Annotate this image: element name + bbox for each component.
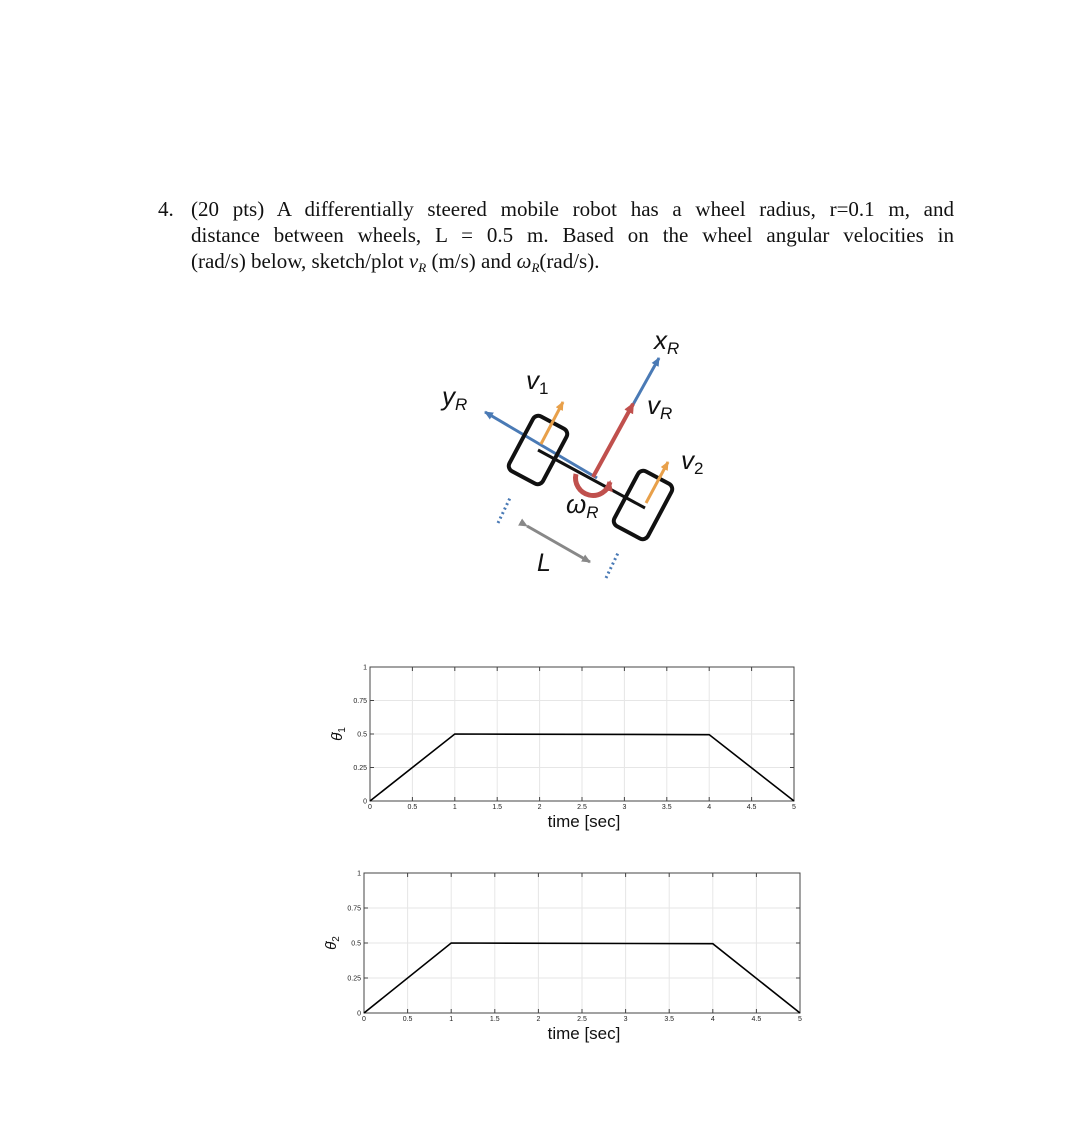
y-tick-label: 0.25	[353, 765, 367, 772]
wR-diagram-symbol: ω	[566, 489, 587, 519]
y-tick-label: 0.75	[353, 698, 367, 705]
x-tick-label: 4	[707, 804, 712, 811]
x-tick-label: 2	[536, 1016, 541, 1023]
x-tick-label: 5	[798, 1016, 802, 1023]
x-tick-label: 2	[537, 804, 542, 811]
vR-label	[647, 390, 672, 423]
x-tick-label: 4	[710, 1016, 715, 1023]
y-tick-label: 0.75	[347, 905, 361, 913]
vR-arrow	[593, 404, 633, 477]
y-axis-symbol: θ̇	[329, 732, 346, 741]
problem-line-2: distance between wheels, L = 0.5 m. Based on the wheel angular velocities in	[191, 223, 954, 247]
problem-line-3	[191, 248, 954, 281]
vR-diagram-subscript: R	[660, 404, 673, 423]
left-wheel-guide	[498, 498, 510, 523]
xR-subscript: R	[667, 339, 680, 358]
x-tick-label: 2.5	[577, 804, 587, 811]
problem-text-a: (rad/s) below, sketch/plot	[191, 249, 409, 273]
x-tick-label: 3.5	[664, 1016, 675, 1023]
x-axis-label: time [sec]	[547, 1024, 621, 1043]
x-tick-label: 0.5	[402, 1016, 413, 1023]
v1-arrow	[541, 402, 563, 444]
problem-text-b: (m/s) and	[426, 249, 517, 273]
v2-label	[681, 445, 703, 478]
y-axis-symbol: θ̇	[323, 941, 340, 950]
problem-line-1: (20 pts) A differentially steered mobile robot has a wheel radius, r=0.1 m, and	[191, 197, 954, 221]
v1-symbol: v	[526, 365, 539, 395]
x-tick-label: 1.5	[492, 804, 503, 811]
x-tick-label: 4.5	[746, 804, 757, 811]
y-axis-label	[329, 727, 348, 741]
x-tick-label: 0.5	[407, 804, 418, 811]
x-tick-label: 5	[792, 804, 796, 811]
x-tick-label: 4.5	[751, 1016, 762, 1023]
y-tick-label: 0.5	[357, 731, 367, 739]
theta2-dot-chart	[320, 866, 810, 1046]
v2-symbol: v	[681, 445, 694, 475]
wR-symbol: ω	[516, 249, 532, 273]
y-axis-subscript: 1	[337, 727, 348, 733]
L-label: L	[537, 549, 551, 577]
y-axis-label	[323, 936, 342, 950]
problem-text-c: (rad/s).	[539, 249, 600, 273]
y-tick-label: 0	[363, 798, 367, 806]
xR-symbol: x	[654, 325, 667, 355]
y-axis-subscript: 2	[331, 936, 342, 942]
wR-diagram-subscript: R	[586, 503, 599, 522]
problem-number: 4.	[158, 197, 174, 221]
vR-symbol: v	[408, 249, 419, 273]
yR-subscript: R	[455, 395, 468, 414]
x-tick-label: 1	[449, 1016, 454, 1023]
v1-subscript: 1	[539, 379, 549, 398]
v2-subscript: 2	[694, 459, 704, 478]
y-tick-label: 0.5	[351, 940, 361, 948]
right-wheel	[612, 469, 675, 542]
yR-symbol: y	[442, 381, 455, 411]
problem-statement	[158, 196, 954, 281]
x-tick-label: 3	[623, 1016, 628, 1023]
x-tick-label: 0	[362, 1016, 366, 1023]
y-tick-label: 1	[357, 870, 361, 878]
y-tick-label: 0.25	[347, 975, 361, 983]
vR-diagram-symbol: v	[647, 390, 660, 420]
x-axis-label: time [sec]	[547, 812, 621, 831]
x-tick-label: 0	[368, 804, 372, 811]
y-tick-label: 1	[363, 664, 367, 672]
theta1-dot-chart	[320, 660, 810, 840]
xR-label	[652, 325, 679, 358]
robot-diagram	[420, 320, 720, 590]
wR-subscript: R	[531, 260, 540, 275]
x-tick-label: 2.5	[577, 1016, 587, 1023]
vR-subscript: R	[418, 260, 427, 275]
x-tick-label: 3	[622, 804, 627, 811]
yR-axis-arrow	[485, 412, 597, 478]
x-tick-label: 1	[452, 804, 457, 811]
right-wheel-guide	[606, 553, 618, 578]
v1-label	[526, 365, 548, 398]
x-tick-label: 1.5	[489, 1016, 500, 1023]
x-tick-label: 3.5	[661, 804, 672, 811]
y-tick-label: 0	[357, 1010, 361, 1018]
yR-label	[440, 381, 467, 414]
